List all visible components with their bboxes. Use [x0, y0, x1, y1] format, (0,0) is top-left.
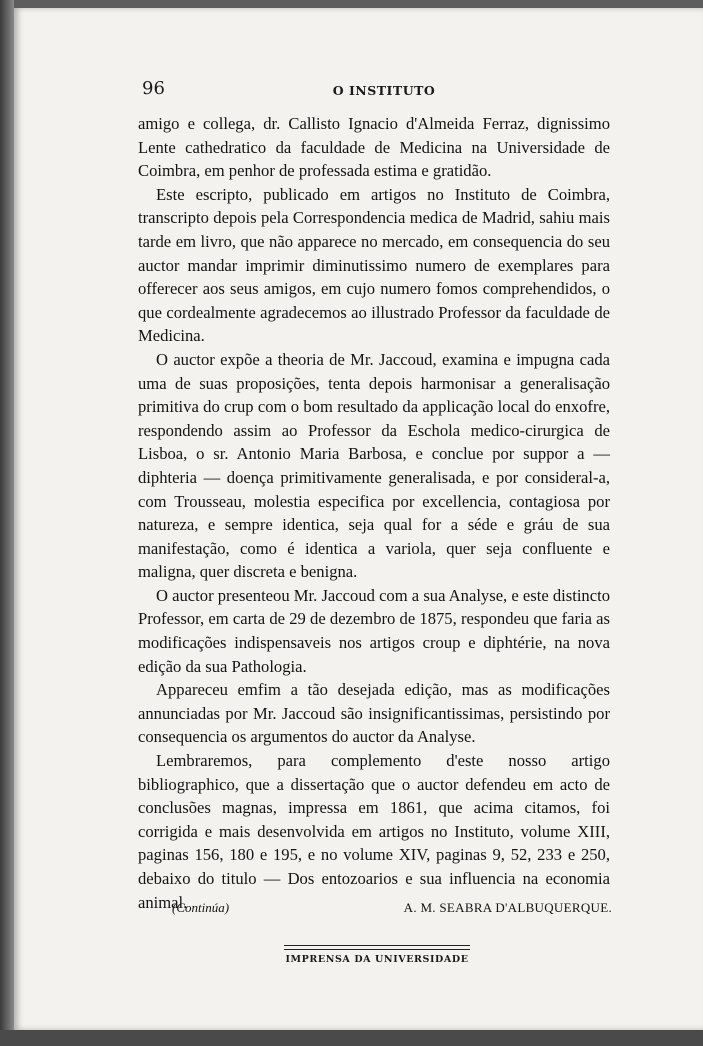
paragraph-1: amigo e collega, dr. Callisto Ignacio d'Almeida Ferraz, dignissimo Lente cathedratico da faculdade de Medicina na Universidade de Coimbra, em penhor de professada estima e gratidão.: [138, 114, 610, 181]
signature-row: [172, 900, 612, 922]
paragraph-3: O auctor expõe a theoria de Mr. Jaccoud, examina e impugna cada uma de suas proposições, tenta depois harmonisar a generalisação primitiva do crup com o bom resultado da applicação local do enxofre, respondendo assim ao Professor da Eschola medico-cirurgica de Lisboa, o sr. Antonio Maria Barbosa, e conclue por suppor a — diphteria — doença primitivamente generalisada, e por consideral-a, com Trousseau, molestia especifica por excellencia, contagiosa por natureza, e sempre identica, seja qual for a séde e gráu de sua manifestação, como é identica a variola, quer seja confluente e maligna, quer discreta e benigna.: [138, 349, 610, 582]
page-header: [142, 78, 626, 102]
scan-bottom-edge: [0, 1030, 703, 1046]
imprint-rule-thin: [284, 949, 470, 950]
paragraph-6: Lembraremos, para complemento d'este nosso artigo bibliographico, que a dissertação que o auctor defendeu em acto de conclusões magnas, impressa em 1861, que acima citamos, foi corrigida e mais desenvolvida em artigos no Instituto, volume XIII, paginas 156, 180 e 195, e no volume XIV, paginas 9, 52, 233 e 250, debaixo do titulo — Dos entozoarios e sua influencia na economia animal.: [138, 751, 610, 912]
paragraph-2: Este escripto, publicado em artigos no Instituto de Coimbra, transcripto depois pela Correspondencia medica de Madrid, sahiu mais tarde em livro, que não apparece no mercado, em consequencia do seu auctor mandar imprimir diminutissimo numero de exemplares para offerecer aos seus amigos, em cujo numero fomos comprehendidos, o que cordealmente agradecemos ao illustrado Professor da faculdade de Medicina.: [138, 184, 610, 346]
printer-imprint: IMPRENSA DA UNIVERSIDADE: [285, 954, 469, 965]
author-signature: A. M. SEABRA D'ALBUQUERQUE.: [403, 900, 612, 915]
running-title: O INSTITUTO: [332, 83, 436, 98]
continuation-note: (Continúa): [172, 900, 230, 915]
paragraph-4: O auctor presenteou Mr. Jaccoud com a sua Analyse, e este distincto Professor, em carta de 29 de dezembro de 1875, respondeu que faria as modificações indispensaveis nos artigos croup e diphtérie, na nova edição da sua Pathologia.: [138, 585, 610, 676]
page-body: [138, 112, 610, 914]
scan-binding-shadow: [0, 0, 14, 1046]
imprint-rule-thick: [284, 945, 470, 946]
page-number: 96: [142, 78, 165, 99]
paragraph-5: Appareceu emfim a tão desejada edição, mas as modificações annunciadas por Mr. Jaccoud são insignificantissimas, persistindo por consequencia os argumentos do auctor da Analyse.: [138, 680, 610, 747]
